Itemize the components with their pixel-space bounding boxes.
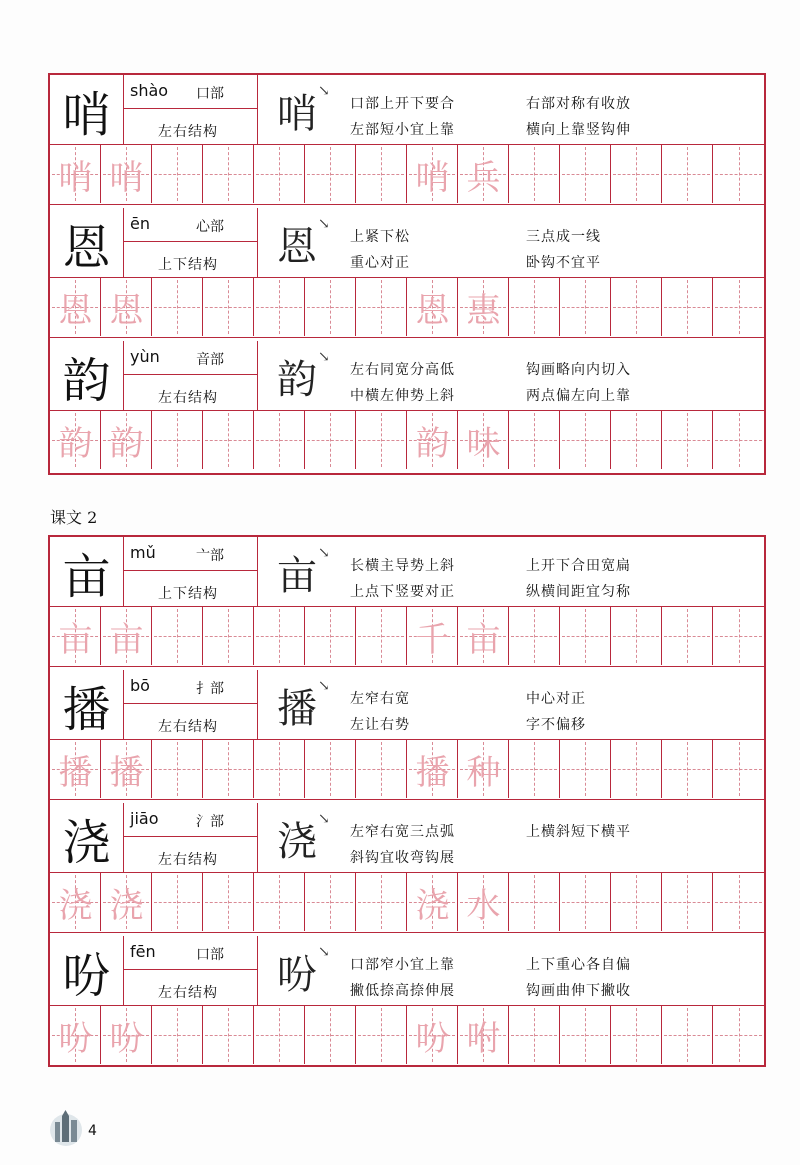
- character-info-row: [50, 670, 764, 740]
- writing-tip: 左部短小宜上靠: [350, 122, 455, 138]
- writing-tip: 两点偏左向上靠: [526, 388, 631, 404]
- tracing-character: 亩: [109, 619, 144, 660]
- practice-cell[interactable]: [356, 278, 407, 336]
- practice-cell[interactable]: [509, 607, 560, 665]
- writing-tip: 钩画略向内切入: [526, 362, 631, 378]
- practice-cell[interactable]: [713, 740, 764, 798]
- writing-tip: 斜钩宜收弯钩展: [350, 850, 455, 866]
- practice-cell[interactable]: [509, 411, 560, 469]
- writing-tip: 上下重心各自偏: [526, 957, 631, 973]
- writing-tip: 中心对正: [526, 691, 586, 707]
- book-logo-icon: [46, 1108, 86, 1148]
- practice-grid-section-1: [48, 73, 766, 475]
- writing-tip: 长横主导势上斜: [350, 558, 455, 574]
- tracing-character: 播: [109, 752, 144, 793]
- pinyin-radical-box: [124, 75, 258, 145]
- radical-text: 音部: [196, 352, 224, 368]
- practice-cell[interactable]: [713, 145, 764, 203]
- practice-cell[interactable]: [254, 873, 305, 931]
- practice-cell[interactable]: [203, 740, 254, 798]
- writing-tip: 字不偏移: [526, 717, 586, 733]
- practice-cell[interactable]: [203, 278, 254, 336]
- practice-cell[interactable]: [611, 740, 662, 798]
- practice-cell[interactable]: [203, 411, 254, 469]
- practice-cell[interactable]: [611, 145, 662, 203]
- radical-text: 心部: [196, 219, 224, 235]
- structure-text: 上下结构: [158, 586, 218, 602]
- lesson-label: 课文 2: [50, 508, 98, 527]
- practice-cell[interactable]: [662, 740, 713, 798]
- pinyin-row: [124, 537, 258, 571]
- practice-cell[interactable]: [356, 740, 407, 798]
- structure-text: 左右结构: [158, 124, 218, 140]
- practice-cell[interactable]: [152, 278, 203, 336]
- tracing-character: 千: [415, 619, 450, 660]
- writing-tip: 左右同宽分高低: [350, 362, 455, 378]
- pinyin-row: [124, 208, 258, 242]
- practice-cell[interactable]: [509, 873, 560, 931]
- pinyin-radical-box: [124, 670, 258, 740]
- practice-cell[interactable]: [611, 278, 662, 336]
- writing-tips: [350, 670, 760, 740]
- pinyin-radical-box: [124, 208, 258, 278]
- pinyin-text: mǔ: [130, 543, 156, 562]
- writing-tip: 左窄右宽三点弧: [350, 824, 455, 840]
- tracing-character: 咐: [466, 1018, 501, 1059]
- practice-cell[interactable]: [152, 145, 203, 203]
- radical-text: 口部: [196, 86, 224, 102]
- target-character: 韵: [50, 341, 124, 411]
- stroke-demo-character: 播: [277, 685, 317, 732]
- stroke-direction-arrow-icon: ↘: [318, 678, 330, 694]
- tracing-character: 播: [58, 752, 93, 793]
- tracing-character: 惠: [466, 290, 501, 331]
- practice-cell[interactable]: [713, 1006, 764, 1064]
- practice-cell[interactable]: [305, 411, 356, 469]
- practice-cell[interactable]: [611, 873, 662, 931]
- practice-cell[interactable]: [152, 740, 203, 798]
- writing-tip: 上紧下松: [350, 229, 410, 245]
- tracing-character: 哨: [415, 157, 450, 198]
- tracing-character: 韵: [109, 423, 144, 464]
- pinyin-text: shào: [130, 81, 169, 100]
- pinyin-radical-box: [124, 936, 258, 1006]
- practice-cell[interactable]: [560, 740, 611, 798]
- tracing-character: 味: [466, 423, 501, 464]
- writing-tips: [350, 341, 760, 411]
- practice-cell[interactable]: [152, 607, 203, 665]
- practice-cell[interactable]: [662, 607, 713, 665]
- writing-tip: 左让右势: [350, 717, 410, 733]
- target-character: 播: [50, 670, 124, 740]
- pinyin-text: jiāo: [130, 809, 159, 828]
- writing-tip: 卧钩不宜平: [526, 255, 601, 271]
- practice-cell[interactable]: [662, 278, 713, 336]
- character-info-row: [50, 75, 764, 145]
- practice-cell[interactable]: [560, 278, 611, 336]
- practice-cell[interactable]: [560, 607, 611, 665]
- practice-cell[interactable]: [356, 1006, 407, 1064]
- practice-cell[interactable]: [560, 1006, 611, 1064]
- practice-cell[interactable]: [713, 873, 764, 931]
- practice-row: [50, 1006, 764, 1066]
- stroke-demo-character: 吩: [277, 951, 317, 998]
- practice-cell[interactable]: [356, 145, 407, 203]
- tracing-character: 恩: [58, 290, 93, 331]
- tracing-character: 亩: [58, 619, 93, 660]
- tracing-character: 韵: [415, 423, 450, 464]
- stroke-demo-character: 亩: [277, 552, 317, 599]
- practice-cell[interactable]: [254, 607, 305, 665]
- writing-tips: [350, 75, 760, 145]
- practice-cell[interactable]: [662, 873, 713, 931]
- practice-cell[interactable]: [203, 1006, 254, 1064]
- tracing-character: 兵: [466, 157, 501, 198]
- stroke-demo-character: 浇: [277, 818, 317, 865]
- writing-tip: 撇低捺高捺伸展: [350, 983, 455, 999]
- writing-tip: 横向上靠竖钩伸: [526, 122, 631, 138]
- practice-row: [50, 278, 764, 338]
- pinyin-radical-box: [124, 341, 258, 411]
- tracing-character: 种: [466, 752, 501, 793]
- writing-tip: 上横斜短下横平: [526, 824, 631, 840]
- pinyin-radical-box: [124, 537, 258, 607]
- practice-cell[interactable]: [203, 145, 254, 203]
- tracing-character: 浇: [58, 885, 93, 926]
- practice-cell[interactable]: [509, 278, 560, 336]
- practice-row: [50, 873, 764, 933]
- practice-cell[interactable]: [509, 145, 560, 203]
- tracing-character: 吩: [415, 1018, 450, 1059]
- writing-tip: 口部上开下要合: [350, 96, 455, 112]
- practice-row: [50, 740, 764, 800]
- practice-cell[interactable]: [713, 411, 764, 469]
- pinyin-row: [124, 75, 258, 109]
- practice-row: [50, 145, 764, 205]
- tracing-character: 亩: [466, 619, 501, 660]
- radical-text: 氵部: [196, 814, 224, 830]
- pinyin-row: [124, 936, 258, 970]
- page-number: 4: [88, 1123, 97, 1139]
- stroke-direction-arrow-icon: ↘: [318, 83, 330, 99]
- stroke-direction-arrow-icon: ↘: [318, 811, 330, 827]
- writing-tips: [350, 537, 760, 607]
- practice-row: [50, 607, 764, 667]
- target-character: 哨: [50, 75, 124, 145]
- practice-row: [50, 411, 764, 471]
- writing-tips: [350, 208, 760, 278]
- pinyin-text: yùn: [130, 347, 160, 366]
- radical-text: 口部: [196, 947, 224, 963]
- practice-cell[interactable]: [611, 1006, 662, 1064]
- stroke-direction-arrow-icon: ↘: [318, 545, 330, 561]
- tracing-character: 恩: [109, 290, 144, 331]
- structure-text: 左右结构: [158, 390, 218, 406]
- practice-cell[interactable]: [662, 145, 713, 203]
- writing-tips: [350, 803, 760, 873]
- practice-cell[interactable]: [254, 411, 305, 469]
- practice-cell[interactable]: [305, 278, 356, 336]
- structure-text: 左右结构: [158, 852, 218, 868]
- practice-cell[interactable]: [254, 145, 305, 203]
- practice-cell[interactable]: [305, 740, 356, 798]
- practice-cell[interactable]: [713, 607, 764, 665]
- writing-tip: 右部对称有收放: [526, 96, 631, 112]
- practice-cell[interactable]: [713, 278, 764, 336]
- practice-cell[interactable]: [305, 1006, 356, 1064]
- practice-cell[interactable]: [356, 873, 407, 931]
- stroke-demo-character: 哨: [277, 90, 317, 137]
- practice-cell[interactable]: [356, 411, 407, 469]
- writing-tip: 纵横间距宜匀称: [526, 584, 631, 600]
- structure-text: 左右结构: [158, 719, 218, 735]
- target-character: 亩: [50, 537, 124, 607]
- writing-tip: 中横左伸势上斜: [350, 388, 455, 404]
- practice-cell[interactable]: [305, 607, 356, 665]
- radical-text: 亠部: [196, 548, 224, 564]
- stroke-direction-arrow-icon: ↘: [318, 349, 330, 365]
- practice-cell[interactable]: [662, 1006, 713, 1064]
- practice-cell[interactable]: [560, 411, 611, 469]
- character-info-row: [50, 936, 764, 1006]
- radical-text: 扌部: [196, 681, 224, 697]
- target-character: 浇: [50, 803, 124, 873]
- practice-cell[interactable]: [509, 1006, 560, 1064]
- stroke-direction-arrow-icon: ↘: [318, 944, 330, 960]
- practice-cell[interactable]: [509, 740, 560, 798]
- structure-text: 上下结构: [158, 257, 218, 273]
- practice-cell[interactable]: [611, 411, 662, 469]
- practice-cell[interactable]: [305, 873, 356, 931]
- practice-cell[interactable]: [152, 411, 203, 469]
- tracing-character: 播: [415, 752, 450, 793]
- tracing-character: 水: [466, 885, 501, 926]
- tracing-character: 哨: [58, 157, 93, 198]
- tracing-character: 恩: [415, 290, 450, 331]
- pinyin-row: [124, 803, 258, 837]
- tracing-character: 哨: [109, 157, 144, 198]
- writing-tip: 重心对正: [350, 255, 410, 271]
- writing-tip: 上点下竖要对正: [350, 584, 455, 600]
- practice-cell[interactable]: [560, 873, 611, 931]
- practice-cell[interactable]: [560, 145, 611, 203]
- tracing-character: 浇: [415, 885, 450, 926]
- writing-tip: 钩画曲伸下撇收: [526, 983, 631, 999]
- structure-text: 左右结构: [158, 985, 218, 1001]
- writing-tips: [350, 936, 760, 1006]
- pinyin-radical-box: [124, 803, 258, 873]
- practice-cell[interactable]: [152, 873, 203, 931]
- stroke-demo-character: 恩: [277, 223, 317, 270]
- tracing-character: 浇: [109, 885, 144, 926]
- writing-tip: 口部窄小宜上靠: [350, 957, 455, 973]
- character-info-row: [50, 537, 764, 607]
- practice-grid-section-2: [48, 535, 766, 1067]
- character-info-row: [50, 341, 764, 411]
- pinyin-row: [124, 670, 258, 704]
- target-character: 恩: [50, 208, 124, 278]
- pinyin-text: ēn: [130, 214, 150, 233]
- practice-cell[interactable]: [611, 607, 662, 665]
- character-info-row: [50, 208, 764, 278]
- practice-cell[interactable]: [662, 411, 713, 469]
- practice-cell[interactable]: [203, 607, 254, 665]
- writing-tip: 三点成一线: [526, 229, 601, 245]
- practice-cell[interactable]: [305, 145, 356, 203]
- practice-cell[interactable]: [254, 1006, 305, 1064]
- writing-tip: 左窄右宽: [350, 691, 410, 707]
- practice-cell[interactable]: [203, 873, 254, 931]
- tracing-character: 韵: [58, 423, 93, 464]
- practice-cell[interactable]: [356, 607, 407, 665]
- tracing-character: 吩: [109, 1018, 144, 1059]
- target-character: 吩: [50, 936, 124, 1006]
- character-info-row: [50, 803, 764, 873]
- stroke-demo-character: 韵: [277, 356, 317, 403]
- practice-cell[interactable]: [152, 1006, 203, 1064]
- practice-cell[interactable]: [254, 740, 305, 798]
- pinyin-text: fēn: [130, 942, 156, 961]
- stroke-direction-arrow-icon: ↘: [318, 216, 330, 232]
- tracing-character: 吩: [58, 1018, 93, 1059]
- writing-tip: 上开下合田宽扁: [526, 558, 631, 574]
- pinyin-text: bō: [130, 676, 150, 695]
- practice-cell[interactable]: [254, 278, 305, 336]
- pinyin-row: [124, 341, 258, 375]
